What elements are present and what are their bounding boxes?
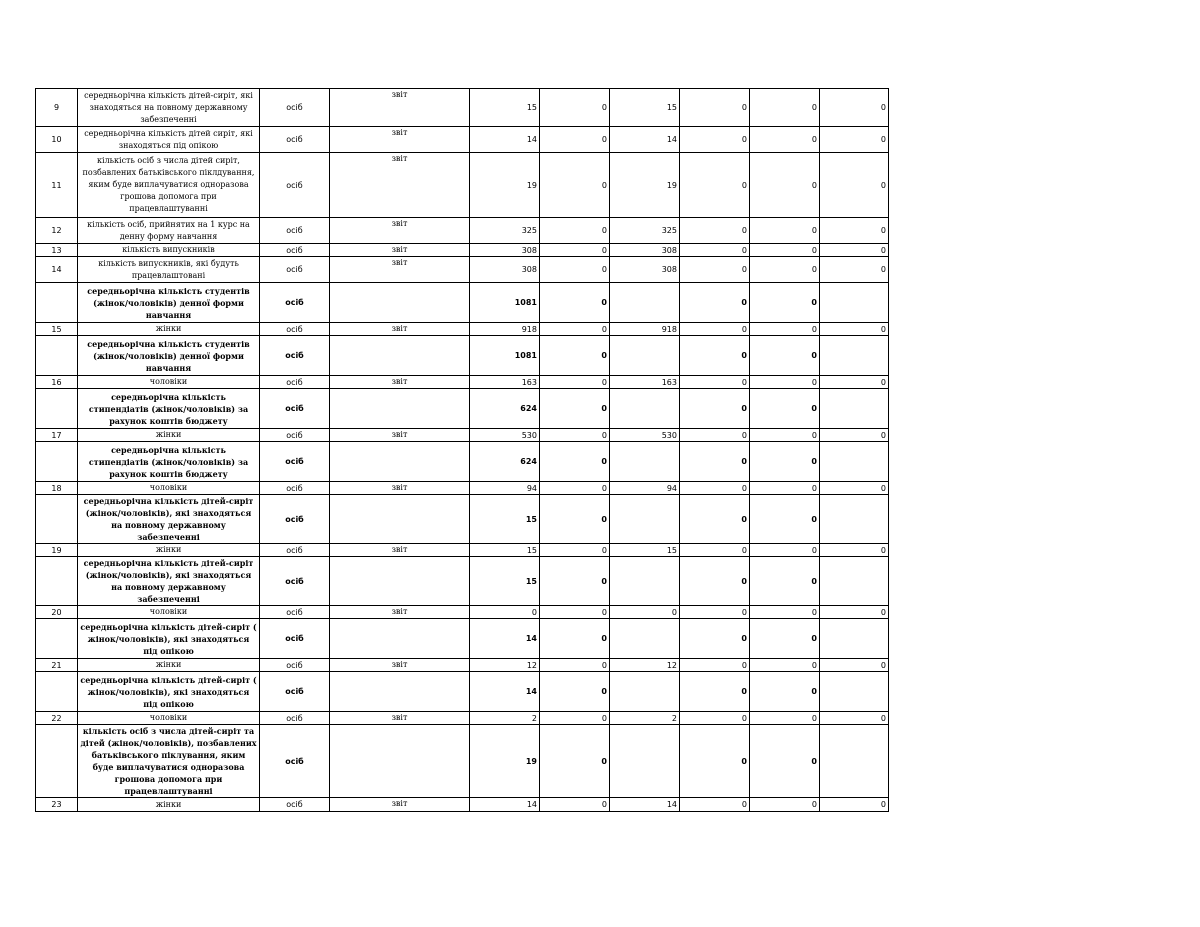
row-number: 14 xyxy=(36,257,78,283)
table-row xyxy=(36,606,889,619)
indicator-name: кількість випускників, які будуть працевлаштовані xyxy=(78,257,260,283)
row-number xyxy=(36,442,78,482)
unit-cell: осіб xyxy=(260,557,330,606)
value-cell: 0 xyxy=(820,606,889,619)
table-row xyxy=(36,336,889,376)
value-cell: 0 xyxy=(680,672,750,712)
value-cell: 0 xyxy=(540,672,610,712)
value-cell: 0 xyxy=(680,376,750,389)
value-cell: 19 xyxy=(470,725,540,798)
source-cell xyxy=(330,495,470,544)
value-cell: 0 xyxy=(540,557,610,606)
row-number: 11 xyxy=(36,153,78,218)
value-cell: 0 xyxy=(680,798,750,812)
value-cell: 0 xyxy=(820,127,889,153)
value-cell: 15 xyxy=(610,89,680,127)
table-row xyxy=(36,725,889,798)
table-body xyxy=(36,89,889,812)
value-cell: 0 xyxy=(750,323,820,336)
table-row xyxy=(36,153,889,218)
table-row xyxy=(36,89,889,127)
row-number: 21 xyxy=(36,659,78,672)
source-cell xyxy=(330,283,470,323)
value-cell: 0 xyxy=(540,389,610,429)
value-cell: 0 xyxy=(540,127,610,153)
indicator-name: чоловіки xyxy=(78,606,260,619)
value-cell: 0 xyxy=(820,798,889,812)
value-cell: 0 xyxy=(750,336,820,376)
table-row xyxy=(36,389,889,429)
value-cell: 0 xyxy=(820,153,889,218)
value-cell: 0 xyxy=(820,429,889,442)
value-cell: 0 xyxy=(470,606,540,619)
indicator-name: жінки xyxy=(78,659,260,672)
indicator-name: жінки xyxy=(78,323,260,336)
value-cell: 0 xyxy=(820,659,889,672)
value-cell: 0 xyxy=(820,376,889,389)
indicator-name: середньорічна кількість дітей-сиріт ( жінок/чоловіків), які знаходяться під опікою xyxy=(78,619,260,659)
value-cell: 0 xyxy=(540,442,610,482)
value-cell xyxy=(610,725,680,798)
indicator-name: середньорічна кількість дітей-сиріт (жінок/чоловіків), які знаходяться на повному державному забезпеченні xyxy=(78,557,260,606)
value-cell: 918 xyxy=(470,323,540,336)
indicator-name: жінки xyxy=(78,429,260,442)
value-cell: 1081 xyxy=(470,336,540,376)
value-cell: 0 xyxy=(680,495,750,544)
value-cell: 0 xyxy=(540,257,610,283)
row-number: 13 xyxy=(36,244,78,257)
row-number xyxy=(36,557,78,606)
value-cell: 94 xyxy=(610,482,680,495)
value-cell: 19 xyxy=(470,153,540,218)
source-cell: звіт xyxy=(330,244,470,257)
value-cell: 0 xyxy=(540,323,610,336)
value-cell: 0 xyxy=(680,544,750,557)
table-row xyxy=(36,257,889,283)
table-row xyxy=(36,244,889,257)
value-cell: 14 xyxy=(610,798,680,812)
table-row xyxy=(36,482,889,495)
value-cell: 0 xyxy=(750,429,820,442)
value-cell: 14 xyxy=(470,798,540,812)
value-cell: 0 xyxy=(680,257,750,283)
value-cell: 0 xyxy=(750,442,820,482)
value-cell: 0 xyxy=(750,244,820,257)
indicator-name: середньорічна кількість дітей сиріт, які знаходяться під опікою xyxy=(78,127,260,153)
row-number xyxy=(36,672,78,712)
indicator-name: середньорічна кількість стипендіатів (жінок/чоловіків) за рахунок коштів бюджету xyxy=(78,389,260,429)
indicators-table xyxy=(35,88,889,812)
source-cell: звіт xyxy=(330,712,470,725)
row-number xyxy=(36,495,78,544)
value-cell: 0 xyxy=(750,659,820,672)
value-cell: 0 xyxy=(540,798,610,812)
value-cell: 0 xyxy=(750,557,820,606)
table-row xyxy=(36,712,889,725)
row-number xyxy=(36,619,78,659)
source-cell xyxy=(330,442,470,482)
value-cell: 308 xyxy=(470,244,540,257)
value-cell: 0 xyxy=(680,218,750,244)
value-cell: 0 xyxy=(680,153,750,218)
value-cell: 14 xyxy=(470,619,540,659)
indicator-name: кількість осіб з числа дітей-сиріт та дітей (жінок/чоловіків), позбавлених батьківського піклування, яким буде виплачуватися одноразова грошова допомога при працевлаштуванні xyxy=(78,725,260,798)
value-cell: 0 xyxy=(750,712,820,725)
value-cell: 12 xyxy=(610,659,680,672)
value-cell: 0 xyxy=(540,712,610,725)
value-cell: 14 xyxy=(610,127,680,153)
unit-cell: осіб xyxy=(260,544,330,557)
unit-cell: осіб xyxy=(260,89,330,127)
value-cell: 0 xyxy=(680,244,750,257)
value-cell: 12 xyxy=(470,659,540,672)
value-cell: 1081 xyxy=(470,283,540,323)
value-cell: 530 xyxy=(610,429,680,442)
value-cell: 0 xyxy=(680,127,750,153)
value-cell xyxy=(610,495,680,544)
value-cell: 0 xyxy=(750,672,820,712)
value-cell xyxy=(610,557,680,606)
value-cell xyxy=(820,672,889,712)
unit-cell: осіб xyxy=(260,712,330,725)
source-cell: звіт xyxy=(330,659,470,672)
value-cell: 2 xyxy=(470,712,540,725)
table-row xyxy=(36,376,889,389)
source-cell: звіт xyxy=(330,482,470,495)
source-cell: звіт xyxy=(330,429,470,442)
value-cell: 0 xyxy=(820,89,889,127)
value-cell: 0 xyxy=(680,429,750,442)
indicator-name: кількість випускників xyxy=(78,244,260,257)
table-row xyxy=(36,283,889,323)
source-cell: звіт xyxy=(330,257,470,283)
table-row xyxy=(36,442,889,482)
value-cell: 0 xyxy=(750,89,820,127)
value-cell xyxy=(610,442,680,482)
value-cell xyxy=(820,442,889,482)
unit-cell: осіб xyxy=(260,495,330,544)
unit-cell: осіб xyxy=(260,336,330,376)
unit-cell: осіб xyxy=(260,619,330,659)
value-cell: 0 xyxy=(540,283,610,323)
row-number: 12 xyxy=(36,218,78,244)
value-cell: 0 xyxy=(820,323,889,336)
source-cell: звіт xyxy=(330,153,470,218)
value-cell: 530 xyxy=(470,429,540,442)
value-cell: 624 xyxy=(470,389,540,429)
value-cell: 163 xyxy=(610,376,680,389)
value-cell: 2 xyxy=(610,712,680,725)
indicator-name: жінки xyxy=(78,544,260,557)
value-cell: 0 xyxy=(750,283,820,323)
row-number xyxy=(36,389,78,429)
source-cell: звіт xyxy=(330,89,470,127)
unit-cell: осіб xyxy=(260,153,330,218)
value-cell: 0 xyxy=(680,283,750,323)
table-row xyxy=(36,218,889,244)
unit-cell: осіб xyxy=(260,283,330,323)
value-cell: 0 xyxy=(680,712,750,725)
value-cell: 325 xyxy=(470,218,540,244)
indicator-name: середньорічна кількість дітей-сиріт, які знаходяться на повному державному забезпеченні xyxy=(78,89,260,127)
value-cell xyxy=(820,557,889,606)
unit-cell: осіб xyxy=(260,257,330,283)
value-cell: 0 xyxy=(540,244,610,257)
value-cell: 15 xyxy=(470,557,540,606)
value-cell: 0 xyxy=(540,544,610,557)
value-cell: 0 xyxy=(680,659,750,672)
value-cell: 15 xyxy=(470,495,540,544)
indicator-name: кількість осіб з числа дітей сиріт, позбавлених батьківського піклдування, яким буде виплачуватися одноразова грошова допомога при працевлаштуванні xyxy=(78,153,260,218)
row-number: 9 xyxy=(36,89,78,127)
value-cell: 0 xyxy=(680,442,750,482)
value-cell: 0 xyxy=(540,153,610,218)
source-cell: звіт xyxy=(330,376,470,389)
value-cell xyxy=(610,389,680,429)
value-cell: 0 xyxy=(680,89,750,127)
row-number: 22 xyxy=(36,712,78,725)
value-cell: 0 xyxy=(750,389,820,429)
table-row xyxy=(36,429,889,442)
value-cell: 0 xyxy=(820,244,889,257)
indicator-name: кількість осіб, прийнятих на 1 курс на денну форму навчання xyxy=(78,218,260,244)
value-cell: 0 xyxy=(750,257,820,283)
unit-cell: осіб xyxy=(260,218,330,244)
table-row xyxy=(36,672,889,712)
value-cell xyxy=(610,619,680,659)
value-cell: 0 xyxy=(820,218,889,244)
unit-cell: осіб xyxy=(260,389,330,429)
row-number: 19 xyxy=(36,544,78,557)
value-cell: 163 xyxy=(470,376,540,389)
value-cell: 0 xyxy=(540,376,610,389)
value-cell: 0 xyxy=(540,482,610,495)
value-cell xyxy=(820,283,889,323)
unit-cell: осіб xyxy=(260,606,330,619)
value-cell: 0 xyxy=(680,389,750,429)
value-cell: 0 xyxy=(540,606,610,619)
value-cell: 0 xyxy=(750,127,820,153)
table-row xyxy=(36,544,889,557)
value-cell: 0 xyxy=(750,544,820,557)
row-number xyxy=(36,336,78,376)
table-row xyxy=(36,323,889,336)
unit-cell: осіб xyxy=(260,659,330,672)
value-cell: 14 xyxy=(470,127,540,153)
indicator-name: середньорічна кількість дітей-сиріт ( жінок/чоловіків), які знаходяться під опікою xyxy=(78,672,260,712)
indicator-name: чоловіки xyxy=(78,482,260,495)
value-cell xyxy=(820,725,889,798)
unit-cell: осіб xyxy=(260,127,330,153)
indicator-name: жінки xyxy=(78,798,260,812)
unit-cell: осіб xyxy=(260,323,330,336)
value-cell xyxy=(820,619,889,659)
table-row xyxy=(36,495,889,544)
value-cell: 0 xyxy=(750,619,820,659)
value-cell: 0 xyxy=(680,606,750,619)
indicator-name: чоловіки xyxy=(78,376,260,389)
table-row xyxy=(36,798,889,812)
indicator-name: середньорічна кількість дітей-сиріт (жінок/чоловіків), які знаходяться на повному державному забезпеченні xyxy=(78,495,260,544)
value-cell: 0 xyxy=(540,659,610,672)
unit-cell: осіб xyxy=(260,672,330,712)
value-cell: 14 xyxy=(470,672,540,712)
table-row xyxy=(36,659,889,672)
row-number: 15 xyxy=(36,323,78,336)
value-cell: 0 xyxy=(540,336,610,376)
value-cell: 0 xyxy=(820,712,889,725)
value-cell: 0 xyxy=(750,495,820,544)
value-cell: 0 xyxy=(820,482,889,495)
value-cell xyxy=(820,336,889,376)
value-cell: 0 xyxy=(820,257,889,283)
row-number: 16 xyxy=(36,376,78,389)
table-row xyxy=(36,557,889,606)
unit-cell: осіб xyxy=(260,429,330,442)
value-cell xyxy=(610,336,680,376)
value-cell: 0 xyxy=(540,429,610,442)
value-cell: 0 xyxy=(680,557,750,606)
unit-cell: осіб xyxy=(260,482,330,495)
value-cell: 15 xyxy=(470,89,540,127)
value-cell: 0 xyxy=(750,376,820,389)
source-cell: звіт xyxy=(330,323,470,336)
source-cell: звіт xyxy=(330,798,470,812)
unit-cell: осіб xyxy=(260,244,330,257)
value-cell: 0 xyxy=(750,482,820,495)
source-cell: звіт xyxy=(330,218,470,244)
row-number: 18 xyxy=(36,482,78,495)
value-cell xyxy=(610,283,680,323)
value-cell: 0 xyxy=(820,544,889,557)
source-cell xyxy=(330,336,470,376)
source-cell xyxy=(330,619,470,659)
value-cell: 19 xyxy=(610,153,680,218)
value-cell: 0 xyxy=(540,89,610,127)
value-cell: 308 xyxy=(470,257,540,283)
value-cell: 0 xyxy=(750,153,820,218)
value-cell: 325 xyxy=(610,218,680,244)
value-cell: 0 xyxy=(750,725,820,798)
indicator-name: середньорічна кількість студентів (жінок/чоловіків) денної форми навчання xyxy=(78,336,260,376)
value-cell: 0 xyxy=(750,606,820,619)
source-cell xyxy=(330,672,470,712)
value-cell: 308 xyxy=(610,244,680,257)
source-cell xyxy=(330,389,470,429)
value-cell: 15 xyxy=(610,544,680,557)
unit-cell: осіб xyxy=(260,798,330,812)
source-cell: звіт xyxy=(330,127,470,153)
value-cell: 0 xyxy=(610,606,680,619)
value-cell: 0 xyxy=(750,798,820,812)
unit-cell: осіб xyxy=(260,442,330,482)
source-cell xyxy=(330,725,470,798)
indicator-name: середньорічна кількість стипендіатів (жінок/чоловіків) за рахунок коштів бюджету xyxy=(78,442,260,482)
value-cell: 308 xyxy=(610,257,680,283)
value-cell: 0 xyxy=(540,725,610,798)
unit-cell: осіб xyxy=(260,725,330,798)
row-number: 10 xyxy=(36,127,78,153)
unit-cell: осіб xyxy=(260,376,330,389)
value-cell xyxy=(610,672,680,712)
value-cell: 624 xyxy=(470,442,540,482)
value-cell: 0 xyxy=(680,619,750,659)
indicator-name: середньорічна кількість студентів (жінок/чоловіків) денної форми навчання xyxy=(78,283,260,323)
value-cell: 15 xyxy=(470,544,540,557)
row-number: 20 xyxy=(36,606,78,619)
indicator-name: чоловіки xyxy=(78,712,260,725)
table-row xyxy=(36,127,889,153)
value-cell xyxy=(820,495,889,544)
row-number: 17 xyxy=(36,429,78,442)
value-cell: 94 xyxy=(470,482,540,495)
value-cell: 0 xyxy=(750,218,820,244)
value-cell: 0 xyxy=(680,336,750,376)
value-cell: 0 xyxy=(680,482,750,495)
value-cell: 0 xyxy=(680,725,750,798)
row-number xyxy=(36,725,78,798)
value-cell: 0 xyxy=(540,495,610,544)
row-number xyxy=(36,283,78,323)
value-cell xyxy=(820,389,889,429)
source-cell: звіт xyxy=(330,606,470,619)
source-cell xyxy=(330,557,470,606)
value-cell: 0 xyxy=(680,323,750,336)
value-cell: 0 xyxy=(540,218,610,244)
value-cell: 918 xyxy=(610,323,680,336)
table-row xyxy=(36,619,889,659)
source-cell: звіт xyxy=(330,544,470,557)
row-number: 23 xyxy=(36,798,78,812)
value-cell: 0 xyxy=(540,619,610,659)
